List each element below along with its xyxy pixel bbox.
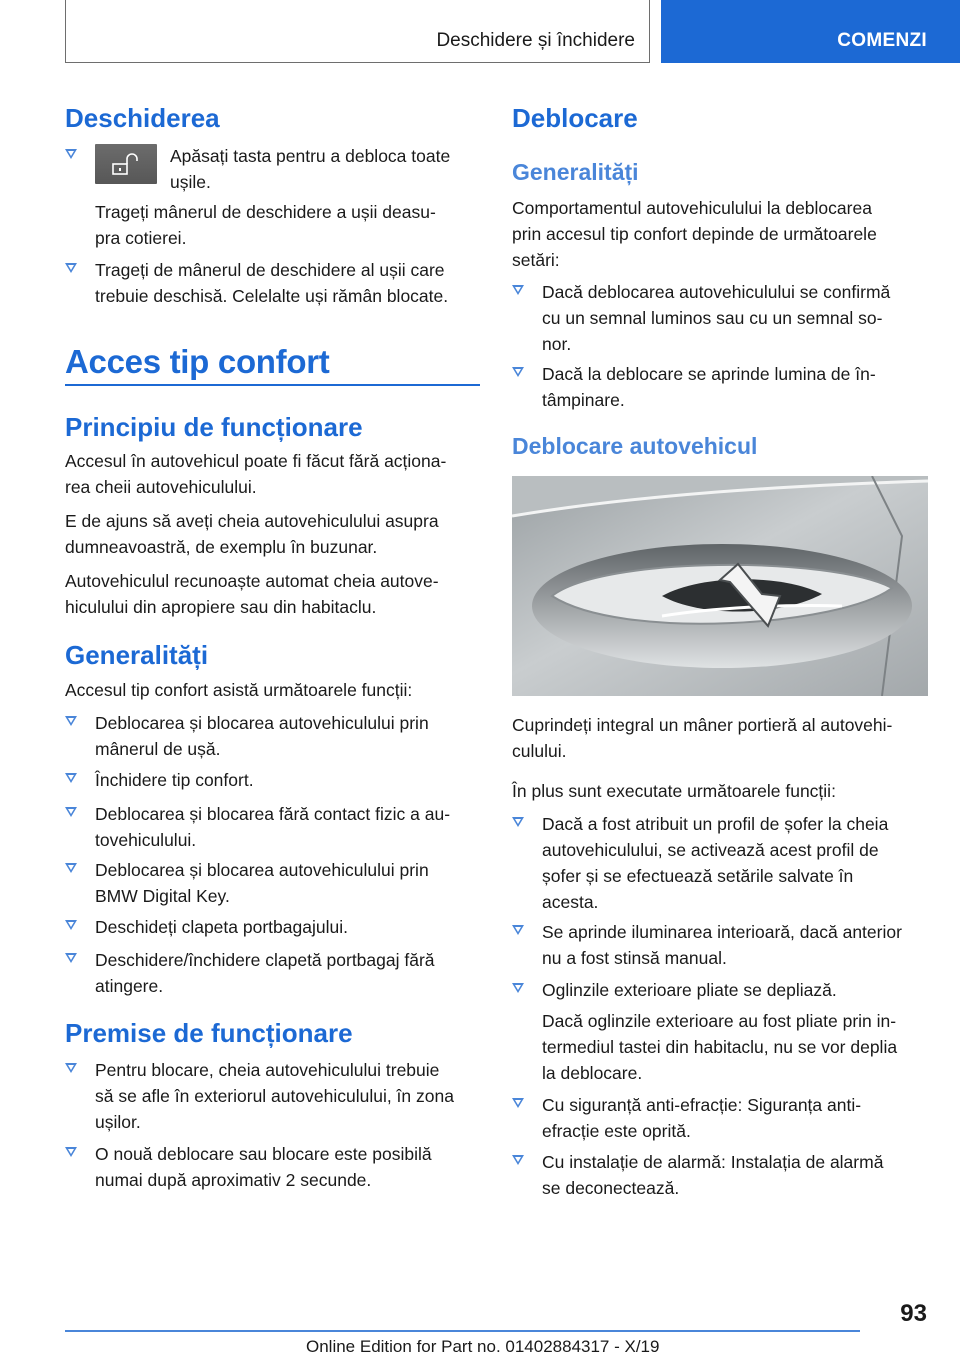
triangle-bullet-icon [512,367,524,377]
triangle-bullet-icon [65,920,77,930]
list-item-text: Apăsați tasta pentru a debloca toate [170,146,451,166]
list-item-text: Dacă deblocarea autovehiculului se confirmă [542,282,891,302]
triangle-bullet-icon [512,1155,524,1165]
triangle-bullet-icon [65,263,77,273]
heading-deblocare: Deblocare [512,103,638,133]
list-item-text: nu a fost stinsă manual. [542,948,727,968]
list-item-text: nor. [542,334,572,354]
list-item-text: trebuie deschisă. Celelalte uși rămân blocate. [95,286,449,306]
paragraph: prin accesul tip confort depinde de următoarele [512,224,877,244]
list-item-text: Pentru blocare, cheia autovehiculului trebuie [95,1060,440,1080]
door-handle-illustration [512,476,928,696]
list-subparagraph: termediul tastei din habitaclu, nu se vor deplia [542,1037,898,1057]
footer-rule [65,1330,860,1332]
list-item-text: Dacă a fost atribuit un profil de șofer la cheia [542,814,889,834]
list-item-text: șofer și se efectuează setările salvate în [542,866,854,886]
list-item-text: Închidere tip confort. [95,770,254,790]
paragraph: Autovehiculul recunoaște automat cheia autove- [65,571,439,591]
heading-deschiderea: Deschiderea [65,103,220,133]
section-title-acces: Acces tip confort [65,343,330,380]
list-subparagraph: pra cotierei. [95,228,187,248]
running-header [65,0,650,63]
list-item-text: să se afle în exteriorul autovehiculului, în zona [95,1086,454,1106]
list-item-text: Deblocarea și blocarea fără contact fizic a au- [95,804,451,824]
paragraph: dumneavoastră, de exemplu în buzunar. [65,537,378,557]
triangle-bullet-icon [65,863,77,873]
list-item-text: Deschideți clapeta portbagajului. [95,917,348,937]
triangle-bullet-icon [65,773,77,783]
unlock-button-icon [95,144,157,184]
triangle-bullet-icon [512,285,524,295]
edition-footer: Online Edition for Part no. 01402884317 - X/19 [306,1337,660,1356]
list-item-text: numai după aproximativ 2 secunde. [95,1170,372,1190]
list-item-text: Deblocarea și blocarea autovehiculului prin [95,713,429,733]
list-item-text: Oglinzile exterioare pliate se depliază. [542,980,837,1000]
paragraph: Accesul în autovehicul poate fi făcut fără acționa- [65,451,447,471]
triangle-bullet-icon [65,1063,77,1073]
triangle-bullet-icon [512,817,524,827]
paragraph: Comportamentul autovehiculului la deblocarea [512,198,872,218]
paragraph: culului. [512,741,567,761]
heading-principiu: Principiu de funcționare [65,412,363,442]
triangle-bullet-icon [512,925,524,935]
list-item-text: Cu siguranță anti-efracție: Siguranța anti- [542,1095,862,1115]
list-item-text: cu un semnal luminos sau cu un semnal so- [542,308,883,328]
triangle-bullet-icon [512,1098,524,1108]
heading-generalitati: Generalități [65,640,209,670]
heading-generalitati-right: Generalități [512,159,639,185]
list-subparagraph: la deblocare. [542,1063,643,1083]
chapter-tab-label: COMENZI [837,30,927,51]
triangle-bullet-icon [65,149,77,159]
list-subparagraph: Dacă oglinzile exterioare au fost pliate prin in- [542,1011,897,1031]
paragraph: În plus sunt executate următoarele funcții: [512,781,836,801]
list-item-text: se deconectează. [542,1178,680,1198]
paragraph: E de ajuns să aveți cheia autovehiculului asupra [65,511,439,531]
list-item-text: Cu instalație de alarmă: Instalația de alarmă [542,1152,884,1172]
list-item-text: tovehiculului. [95,830,197,850]
triangle-bullet-icon [65,716,77,726]
list-item-text: ușilor. [95,1112,141,1132]
section-title-rule [65,384,480,386]
list-item-text: Dacă la deblocare se aprinde lumina de în- [542,364,876,384]
paragraph: hiculului din apropiere sau din habitaclu. [65,597,377,617]
list-item-text: acesta. [542,892,599,912]
paragraph: rea cheii autovehiculului. [65,477,257,497]
list-item-text: ușile. [170,172,211,192]
chapter-tab [661,0,960,63]
triangle-bullet-icon [65,807,77,817]
heading-deblocare-autovehicul: Deblocare autovehicul [512,433,758,459]
page-number: 93 [900,1300,927,1327]
list-item-text: O nouă deblocare sau blocare este posibilă [95,1144,432,1164]
list-item-text: efracție este oprită. [542,1121,691,1141]
header-title: Deschidere și închidere [436,30,635,51]
list-item-text: autovehiculului, se activează acest profil de [542,840,879,860]
list-subparagraph: Trageți mânerul de deschidere a ușii deasu- [95,202,436,222]
triangle-bullet-icon [65,1147,77,1157]
heading-premise: Premise de funcționare [65,1018,353,1048]
triangle-bullet-icon [512,983,524,993]
paragraph: setări: [512,250,560,270]
list-item-text: atingere. [95,976,164,996]
triangle-bullet-icon [65,953,77,963]
paragraph: Accesul tip confort asistă următoarele funcții: [65,680,413,700]
list-item-text: Deschidere/închidere clapetă portbagaj fără [95,950,435,970]
list-item-text: BMW Digital Key. [95,886,230,906]
paragraph: Cuprindeți integral un mâner portieră al autovehi- [512,715,893,735]
list-item-text: Deblocarea și blocarea autovehiculului prin [95,860,429,880]
list-item-text: Se aprinde iluminarea interioară, dacă anterior [542,922,902,942]
list-item-text: mânerul de ușă. [95,739,221,759]
list-item-text: Trageți de mânerul de deschidere al ușii care [95,260,445,280]
list-item-text: tâmpinare. [542,390,625,410]
